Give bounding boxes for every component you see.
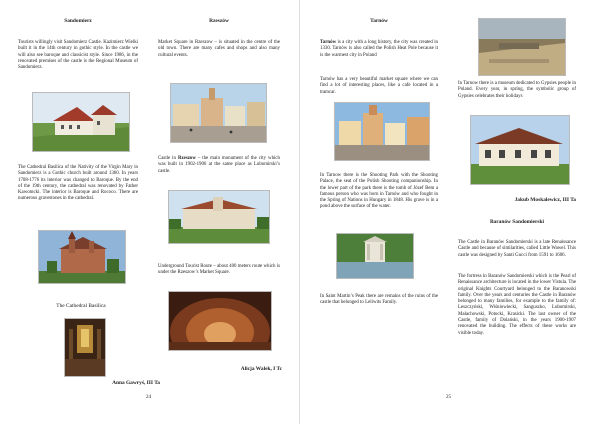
tarnow-author: Jakub Moskalewicz, III Ta	[514, 197, 576, 203]
cathedral-caption: The Cathedral Basilica	[56, 303, 106, 309]
page-number-left: 24	[146, 395, 151, 400]
rzeszow-castle-text	[158, 156, 280, 175]
tarnow-square-text: Tarnów has a very beautiful market square where we can find a lot of interesting places, like a cafe located in a tramcar.	[320, 77, 438, 95]
gypsy-museum-photo	[470, 115, 570, 185]
underground-route-text: Underground Tourist Route – about 400 meters route which is under the Rzeszow’s Market Square.	[158, 264, 280, 276]
rzeszow-heading: Rzeszów	[209, 18, 229, 24]
cathedral-interior-photo	[64, 318, 106, 377]
rzeszow-castle-text-bold: Rzeszow	[177, 156, 196, 161]
sandomierz-cathedral-text: The Cathedral Basilica of the Nativity of the Virgin Mary in Sandomierz is a Gothic church built around 1360. In years 1708-1776 its interior was changed to Baroque. By the end of the 19th century, the cathedral was renovated by Father Kawomcki. The interior is Baroque and Rococo. There are numerous gravestones in the cathedral.	[18, 165, 138, 202]
baranow-castle-text: The Castle in Baranów Sandomierski is a late Renaissance Castle and because of similarities, called Little Wawel. This castle was designed by Santi Gucci from 1591 to 1606.	[458, 240, 576, 258]
tarnow-ruins-photo	[478, 18, 566, 76]
sandomierz-castle-text: Tourists willingly visit Sandomierz Castle. Kazimierz Wielki built it in the 14th century in gothic style. In the castle we will also see baroque and classicist style. Since 1986, in the renovated premises of the castle is the Regional Museum of Sandomierz.	[18, 40, 138, 71]
rzeszow-market-square-photo	[170, 83, 267, 143]
tarnow-history-text	[320, 40, 438, 59]
tarnow-history-text-bold: Tarnów	[320, 40, 337, 45]
baranow-heading: Baranów Sandomierski	[489, 219, 545, 225]
tarnow-history-text-post: is a city with a long history, the city was created in 1330. Tarnów is also called the Polish Heat Pole because it is the warmest city in Poland	[320, 40, 438, 58]
rzeszow-castle-photo	[168, 190, 270, 244]
shooting-park-text: In Tarnow there is the Shooting Park with the Shooting Palace, the seat of the Polish Shooting companionship. In the lower part of the park there is the tomb of Józef Bem a famous person who was born in Tarnów and who fought in the Spring of Nations in Hungary in 1848. His grave is in a pond above the surface of the water.	[320, 173, 438, 210]
rzeszow-castle-text-pre: Castle in	[158, 156, 178, 161]
gypsy-museum-text: In Tarnow there is a museum dedicated to Gypsies people in Poland. Every year, in spring, the symbolic group of Gypsies celebrates their holidays	[458, 81, 576, 99]
right-page	[300, 0, 600, 424]
sandomierz-author: Anna Gawryś, III Ta	[112, 380, 160, 386]
castle-ruins-text: In Saint Martin’s Peak there are remains of the ruins of the castle that belonged to Leliwits Family.	[320, 294, 438, 306]
shooting-park-photo	[336, 233, 414, 279]
page-number-right: 25	[446, 395, 451, 400]
underground-route-photo	[168, 291, 272, 351]
rzeszow-square-text: Market Square in Rzeszow – is situated in the centre of the old town. There are many cafes and shops and also many cultural events.	[158, 40, 280, 58]
sandomierz-heading: Sandomierz	[64, 18, 92, 24]
rzeszow-author: Alicja Walek, I Tc	[240, 366, 282, 372]
sandomierz-castle-photo	[32, 92, 130, 152]
rzeszow-castle-text-post: – the main monument of the city which was built in 1902-1906 at the same place as Lubomirski’s castle.	[158, 156, 280, 174]
tarnow-heading: Tarnów	[370, 18, 388, 24]
tarnow-market-square-photo	[334, 102, 430, 161]
baranow-fortress-text: The fortress in Baranów Sandomierski which is the Pearl of Renaissance architecture is located in the lower Vistula. The original Knights Courtyard belonged to the Baranowski family. Over the years and centuries the Castle in Baranów belonged to many families, for example to the family of: Leszczyński, Wiśniowiecki, Sanguszko, Lubomirski, Małachowski, Potocki, Krasicki. The last owner of the Castle, family of Dolański, in the years 1900-1907 renovated the building. The effects of these works are visible today.	[458, 274, 576, 336]
sandomierz-cathedral-photo	[38, 230, 126, 284]
